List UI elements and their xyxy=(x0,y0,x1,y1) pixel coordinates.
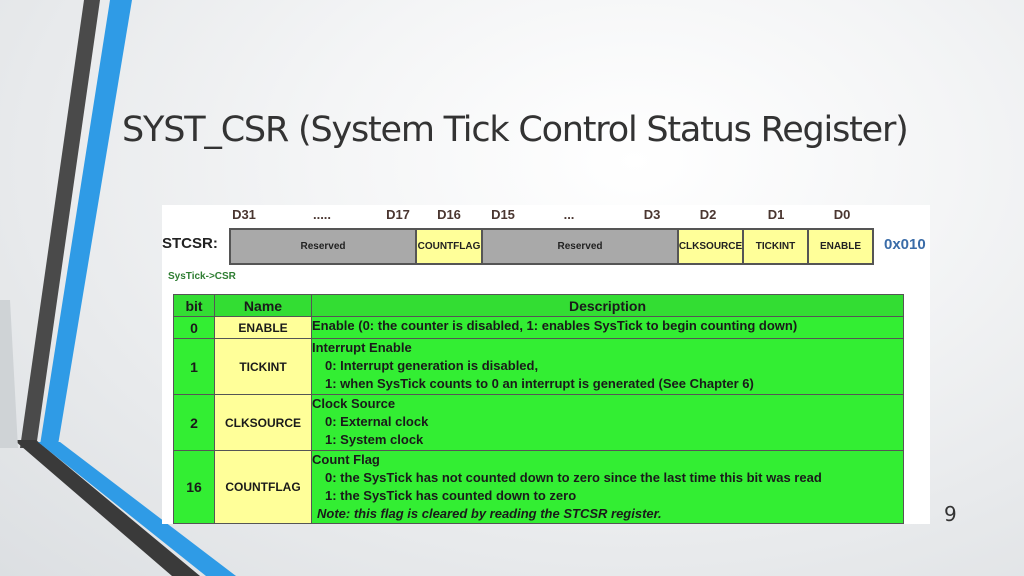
register-sub-label: SysTick->CSR xyxy=(168,271,236,282)
description-title: Clock Source xyxy=(312,396,396,411)
slide-title: SYST_CSR (System Tick Control Status Register) xyxy=(122,110,908,150)
description-note: Note: this flag is cleared by reading the STCSR register. xyxy=(317,506,662,521)
description-title: Enable (0: the counter is disabled, 1: enables SysTick to begin counting down) xyxy=(312,318,798,333)
field-reserved-high: Reserved xyxy=(229,228,417,265)
description-line: 0: the SysTick has not counted down to zero since the last time this bit was read xyxy=(325,470,822,485)
bit-description-table xyxy=(173,294,904,524)
row-description xyxy=(312,339,904,395)
description-line: 1: when SysTick counts to 0 an interrupt is generated (See Chapter 6) xyxy=(325,376,754,391)
bit-label: ... xyxy=(563,207,575,222)
register-name: STCSR: xyxy=(162,235,218,252)
row-description xyxy=(312,395,904,451)
row-description xyxy=(312,451,904,524)
row-bit: 1 xyxy=(174,339,215,395)
field-enable: ENABLE xyxy=(807,228,874,265)
row-description xyxy=(312,317,904,339)
description-line: 0: Interrupt generation is disabled, xyxy=(325,358,539,373)
field-reserved-low: Reserved xyxy=(481,228,679,265)
description-title: Interrupt Enable xyxy=(312,340,412,355)
bit-label: D16 xyxy=(437,207,461,222)
description-line: 0: External clock xyxy=(325,414,429,429)
row-name: COUNTFLAG xyxy=(215,451,312,524)
bit-label: D3 xyxy=(643,207,661,222)
bit-label: D17 xyxy=(386,207,410,222)
row-bit: 16 xyxy=(174,451,215,524)
header-description: Description xyxy=(312,295,904,317)
bit-label: ..... xyxy=(312,207,332,222)
row-name: CLKSOURCE xyxy=(215,395,312,451)
field-tickint: TICKINT xyxy=(742,228,809,265)
bit-labels xyxy=(162,205,930,227)
description-title: Count Flag xyxy=(312,452,380,467)
table-row xyxy=(174,395,904,451)
bit-label: D0 xyxy=(833,207,851,222)
row-name: ENABLE xyxy=(215,317,312,339)
field-clksource: CLKSOURCE xyxy=(677,228,744,265)
table-row xyxy=(174,451,904,524)
bit-label: D15 xyxy=(491,207,515,222)
register-figure xyxy=(162,205,930,524)
row-bit: 0 xyxy=(174,317,215,339)
light-stripe xyxy=(0,300,18,448)
bit-label: D1 xyxy=(767,207,785,222)
table-header-row xyxy=(174,295,904,317)
table-row xyxy=(174,339,904,395)
header-bit: bit xyxy=(174,295,215,317)
description-line: 1: System clock xyxy=(325,432,424,447)
field-countflag: COUNTFLAG xyxy=(415,228,483,265)
register-address: 0x010 xyxy=(884,236,926,253)
bit-label: D31 xyxy=(232,207,256,222)
description-line: 1: the SysTick has counted down to zero xyxy=(325,488,577,503)
page-number: 9 xyxy=(944,502,957,526)
header-name: Name xyxy=(215,295,312,317)
bit-label: D2 xyxy=(699,207,717,222)
table-row xyxy=(174,317,904,339)
row-name: TICKINT xyxy=(215,339,312,395)
row-bit: 2 xyxy=(174,395,215,451)
